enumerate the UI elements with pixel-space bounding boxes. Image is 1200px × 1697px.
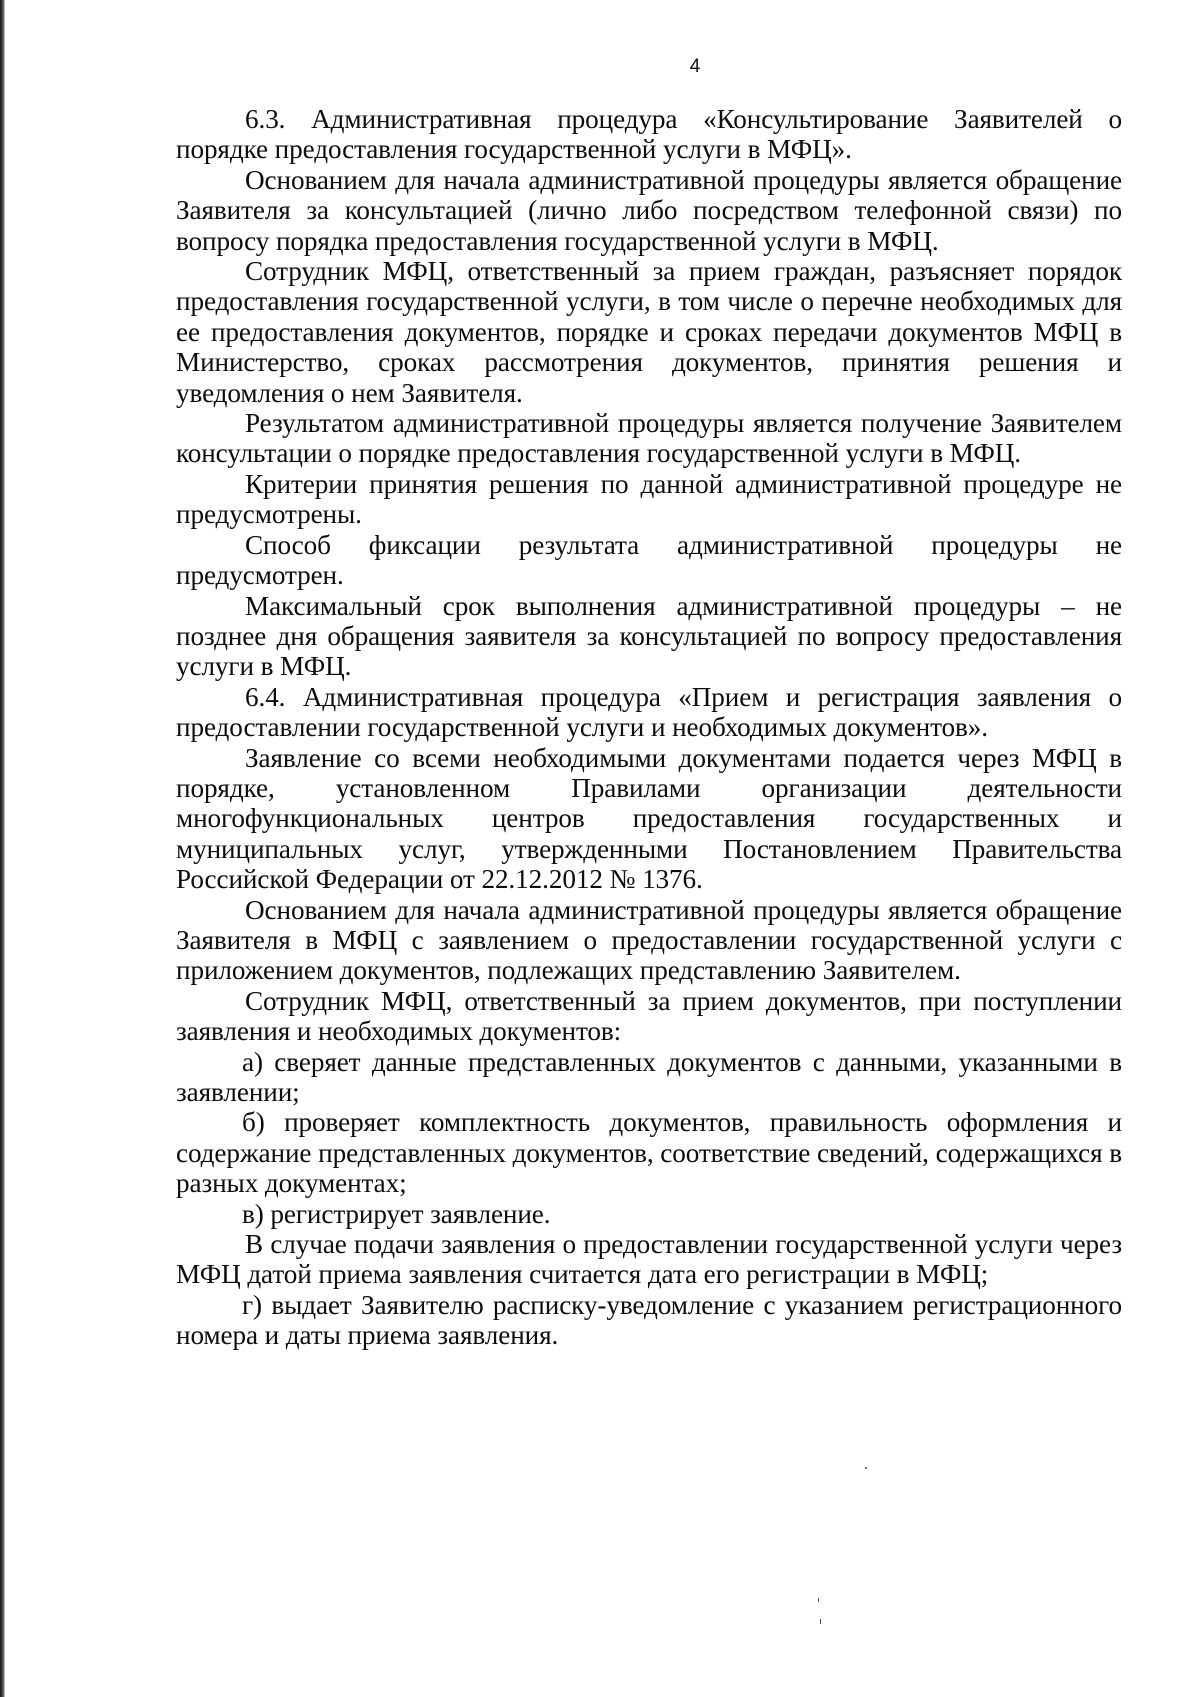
paragraph-registration-date: В случае подачи заявления о предоставлении государственной услуги через МФЦ датой приема заявления считается дата его регистрации в МФЦ; xyxy=(176,1229,1122,1290)
scan-speck xyxy=(865,1467,867,1469)
paragraph-6-3-heading: 6.3. Административная процедура «Консультирование Заявителей о порядке предоставления государственной услуги в МФЦ». xyxy=(176,104,1122,165)
paragraph-max-term: Максимальный срок выполнения административной процедуры – не позднее дня обращения заявителя за консультацией по вопросу предоставления услуги в МФЦ. xyxy=(176,590,1122,682)
page-number: 4 xyxy=(689,56,701,77)
document-body xyxy=(176,104,1122,1351)
paragraph-submission-order: Заявление со всеми необходимыми документами подается через МФЦ в порядке, установленном Правилами организации деятельности многофункциональных центров предоставления государственных и муниципальных услуг, утвержденными Постановлением Правительства Российской Федерации от 22.12.2012 № 1376. xyxy=(176,742,1122,895)
scan-speck xyxy=(818,1598,819,1602)
paragraph-criteria: Критерии принятия решения по данной административной процедуре не предусмотрены. xyxy=(176,468,1122,530)
list-item-a: а) сверяет данные представленных документов с данными, указанными в заявлении; xyxy=(176,1046,1122,1107)
list-item-b: б) проверяет комплектность документов, правильность оформления и содержание представленных документов, соответствие сведений, содержащихся в разных документах; xyxy=(176,1107,1122,1199)
list-item-v: в) регистрирует заявление. xyxy=(242,1198,551,1229)
paragraph-fixation-method: Способ фиксации результата административной процедуры не предусмотрен. xyxy=(176,529,1122,591)
paragraph-employee-explains: Сотрудник МФЦ, ответственный за прием граждан, разъясняет порядок предоставления государственной услуги, в том числе о перечне необходимых для ее предоставления документов, порядке и сроках передачи документов МФЦ в Министерство, сроках рассмотрения документов, принятия решения и уведомления о нем Заявителя. xyxy=(176,256,1122,408)
scan-speck xyxy=(820,1619,821,1624)
paragraph-result-consultation: Результатом административной процедуры является получение Заявителем консультации о порядке предоставления государственной услуги в МФЦ. xyxy=(176,408,1122,469)
paragraph-basis-application: Основанием для начала административной процедуры является обращение Заявителя в МФЦ с заявлением о предоставлении государственной услуги с приложением документов, подлежащих представлению Заявителем. xyxy=(176,894,1122,986)
paragraph-employee-duties: Сотрудник МФЦ, ответственный за прием документов, при поступлении заявления и необходимых документов: xyxy=(176,985,1122,1047)
scan-edge-shadow xyxy=(0,0,5,1697)
list-item-g: г) выдает Заявителю расписку-уведомление с указанием регистрационного номера и даты приема заявления. xyxy=(176,1289,1122,1351)
paragraph-6-4-heading: 6.4. Административная процедура «Прием и регистрация заявления о предоставлении государственной услуги и необходимых документов». xyxy=(176,681,1122,743)
paragraph-basis-consultation: Основанием для начала административной процедуры является обращение Заявителя за консультацией (лично либо посредством телефонной связи) по вопросу порядка предоставления государственной услуги в МФЦ. xyxy=(176,164,1122,256)
